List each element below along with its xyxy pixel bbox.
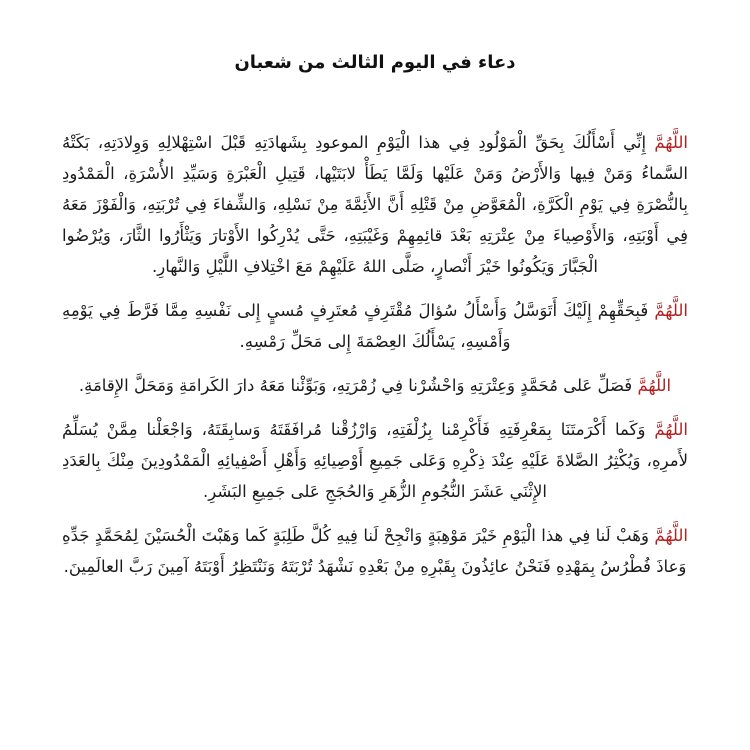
paragraph-opener: اللَّهُمَّ — [637, 376, 672, 395]
prayer-paragraph — [62, 127, 688, 282]
paragraph-text: إِنِّي أَسْأَلُكَ بِحَقِّ الْمَوْلُودِ فِي هذا الْيَوْمِ الموعودِ بِشَهادَتِهِ قَبْلَ اسْتِهْلالِهِ وَوِلادَتِهِ، بَكَتْهُ السَّماءُ وَمَنْ فِيها وَالأَرْضُ وَمَنْ عَلَيْها وَلَمَّا يَطَأْ لابَتَيْها، قَتِيلِ الْعَبْرَةِ وَسَيِّدِ الأُسْرَةِ، الْمَمْدُودِ بِالنُّصْرَةِ فِي يَوْمِ الْكَرَّةِ، الْمُعَوَّضِ مِنْ قَتْلِهِ أَنَّ الأَئِمَّةَ مِنْ نَسْلِهِ، وَالشِّفاءَ فِي تُرْبَتِهِ، وَالْفَوْزَ مَعَهُ فِي أَوْبَتِهِ، وَالأَوْصِياءَ مِنْ عِتْرَتِهِ بَعْدَ قائِمِهِمْ وَغَيْبَتِهِ، حَتَّى يُدْرِكُوا الأَوْتارَ وَيَثْأَرُوا الثَّارَ، وَيُرْضُوا الْجَبَّارَ وَيَكُونُوا خَيْرَ أَنْصارٍ، صَلَّى اللهُ عَلَيْهِمْ مَعَ اخْتِلافِ اللَّيْلِ وَالنَّهارِ. — [62, 133, 688, 276]
prayer-text-block — [62, 127, 688, 582]
prayer-paragraph — [62, 295, 688, 357]
page-title: دعاء في اليوم الثالث من شعبان — [234, 52, 516, 73]
paragraph-opener: اللَّهُمَّ — [654, 133, 688, 152]
paragraph-opener: اللَّهُمَّ — [654, 526, 689, 545]
prayer-paragraph — [62, 370, 688, 401]
paragraph-opener: اللَّهُمَّ — [654, 301, 688, 320]
paragraph-text: فَصَلِّ عَلى مُحَمَّدٍ وَعِتْرَتِهِ وَاحْشُرْنا فِي زُمْرَتِهِ، وَبَوِّئْنا مَعَهُ دارَ الكَرامَةِ وَمَحَلَّ الإِقامَةِ. — [78, 376, 633, 395]
prayer-paragraph — [62, 520, 688, 582]
paragraph-text: وَهَبْ لَنا فِي هذا الْيَوْمِ خَيْرَ مَوْهِبَةٍ وَانْجِحْ لَنا فِيهِ كُلَّ طَلِبَةٍ كَما وَهَبْتَ الْحُسَيْنَ لِمُحَمَّدٍ جَدِّهِ وَعاذَ فُطْرُسُ بِمَهْدِهِ فَنَحْنُ عائِذُونَ بِقَبْرِهِ مِنْ بَعْدِهِ نَشْهَدُ تُرْبَتَهُ وَنَنْتَظِرُ أَوْبَتَهُ آمِينَ رَبَّ العالَمِينَ. — [62, 526, 687, 576]
paragraph-text: وَكَما أَكْرَمتَنَا بِمَعْرِفَتِهِ فَأَكْرِمْنا بِزُلْفَتِهِ، وَارْزُقْنا مُرافَقَتَهُ وَسابِقَتَهُ، وَاجْعَلْنا مِمَّنْ يُسَلِّمُ لأَمرِهِ، وَيُكْثِرُ الصَّلاةَ عَلَيْهِ عِنْدَ ذِكْرِهِ وَعَلى جَمِيعِ أَوْصِيائِهِ وَأَهْلِ أَصْفِيائِهِ الْمَمْدُودِينَ مِنْكَ بِالعَدَدِ الإِثْنَي عَشَرَ النُّجُومِ الزُّهَرِ وَالحُجَجِ عَلى جَمِيعِ البَشَرِ. — [62, 420, 688, 501]
paragraph-text: فَبِحَقِّهِمْ إِلَيْكَ أَتَوَسَّلُ وَأَسْأَلُ سُؤالَ مُقْتَرِفٍ مُعتَرِفٍ مُسيٍ إِلى نَفْسِهِ مِمَّا فَرَّطَ فِي يَوْمِهِ وَأَمْسِهِ، يَسْأَلُكَ العِصْمَةَ إِلى مَحَلِّ رَمْسِهِ. — [62, 301, 649, 351]
paragraph-opener: اللَّهُمَّ — [654, 420, 688, 439]
prayer-paragraph — [62, 414, 688, 507]
